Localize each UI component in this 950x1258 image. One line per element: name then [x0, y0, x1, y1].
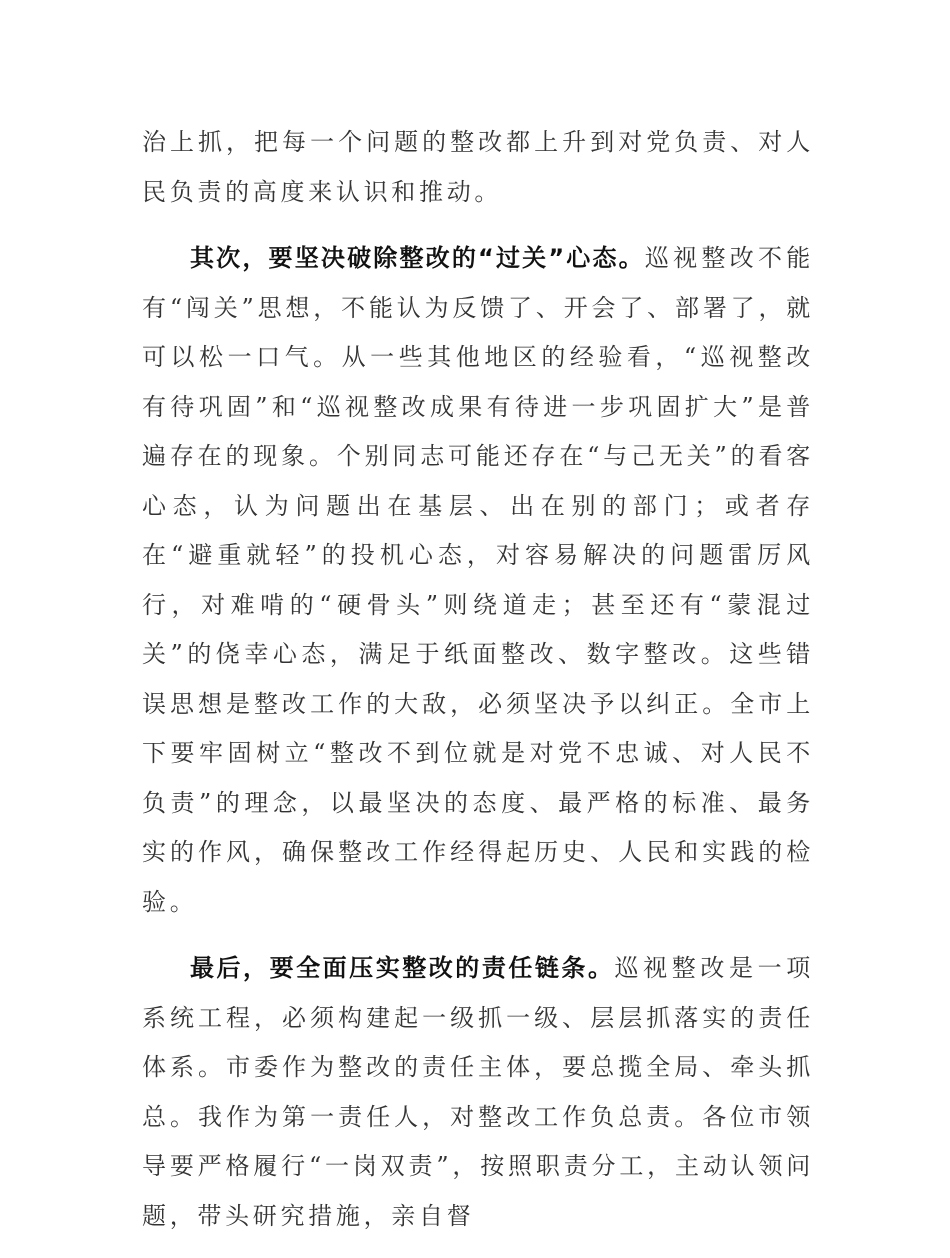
paragraph-2: [142, 234, 814, 927]
paragraph-2-lead: 其次，要坚决破除整改的“过关”心态。: [190, 244, 645, 272]
paragraph-1-text: 治上抓，把每一个问题的整改都上升到对党负责、对人民负责的高度来认识和推动。: [142, 128, 814, 206]
paragraph-3-text: 巡视整改是一项系统工程，必须构建起一级抓一级、层层抓落实的责任体系。市委作为整改的责任主体，要总揽全局、牵头抓总。我作为第一责任人，对整改工作负总责。各位市领导要严格履行“一岗双责”，按照职责分工，主动认领问题，带头研究措施，亲自督: [142, 954, 814, 1230]
document-page: [142, 118, 814, 1258]
paragraph-1: [142, 118, 814, 217]
paragraph-3: [142, 944, 814, 1241]
paragraph-2-text: 巡视整改不能有“闯关”思想，不能认为反馈了、开会了、部署了，就可以松一口气。从一些其他地区的经验看，“巡视整改有待巩固”和“巡视整改成果有待进一步巩固扩大”是普遍存在的现象。个别同志可能还存在“与己无关”的看客心态，认为问题出在基层、出在别的部门；或者存在“避重就轻”的投机心态，对容易解决的问题雷厉风行，对难啃的“硬骨头”则绕道走；甚至还有“蒙混过关”的侥幸心态，满足于纸面整改、数字整改。这些错误思想是整改工作的大敌，必须坚决予以纠正。全市上下要牢固树立“整改不到位就是对党不忠诚、对人民不负责”的理念，以最坚决的态度、最严格的标准、最务实的作风，确保整改工作经得起历史、人民和实践的检验。: [142, 244, 814, 916]
paragraph-3-lead: 最后，要全面压实整改的责任链条。: [190, 954, 615, 982]
